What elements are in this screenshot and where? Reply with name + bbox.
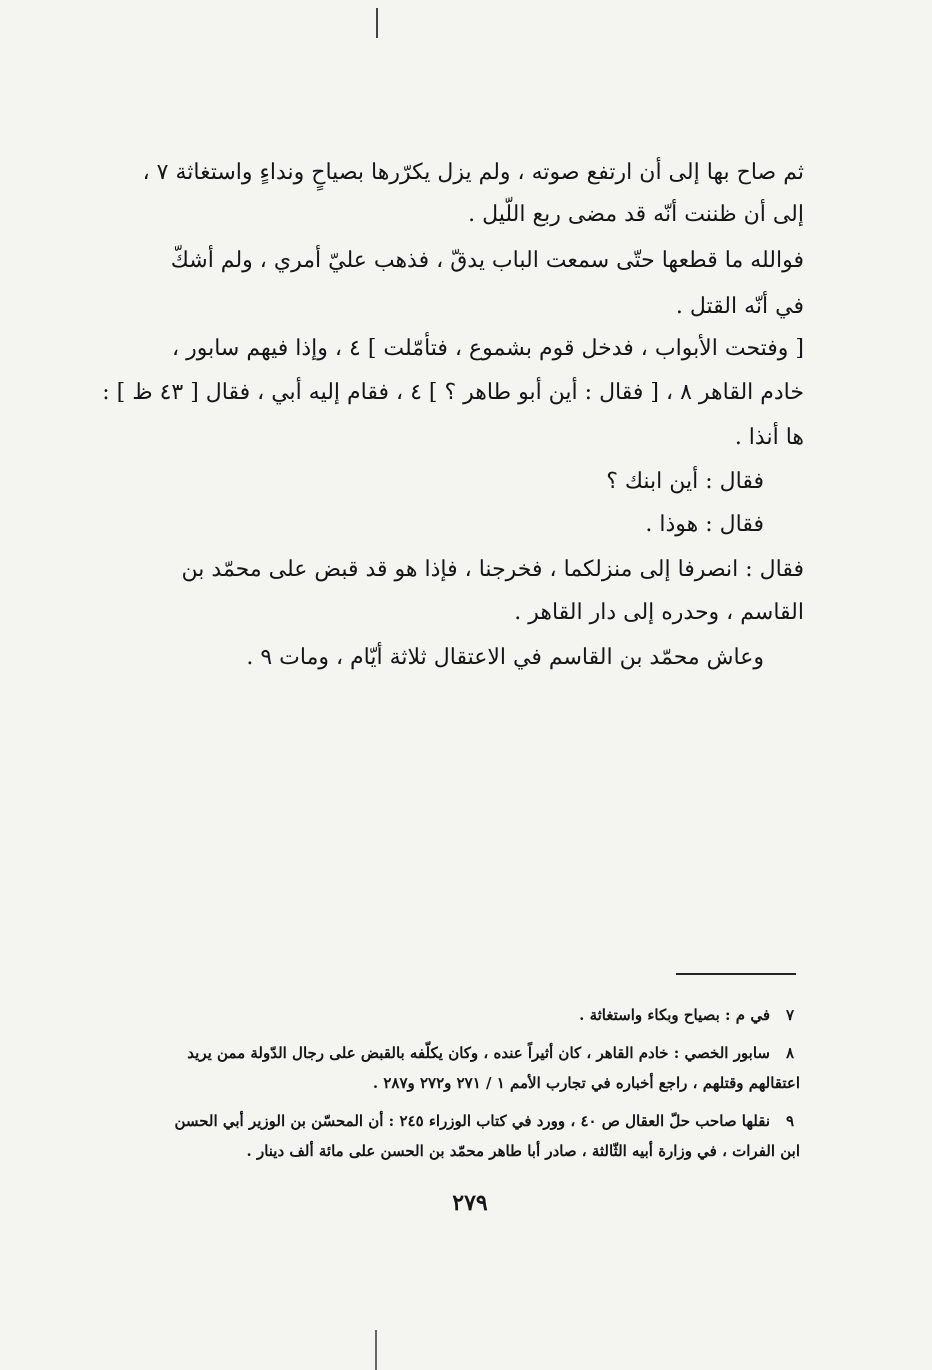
- footnote-line-1: في م : بصياح وبكاء واستغاثة .: [579, 1006, 770, 1024]
- body-line-9: فقال : هوذا .: [645, 512, 764, 537]
- body-line-10: فقال : انصرفا إلى منزلكما ، فخرجنا ، فإذا هو قد قبض على محمّد بن: [181, 557, 804, 582]
- footnote-line-4: نقلها صاحب حلّ العقال ص ٤٠ ، وورد في كتاب الوزراء ٢٤٥ : أن المحسّن بن الوزير أبي الحسن: [174, 1112, 770, 1130]
- body-line-2: إلى أن ظننت أنّه قد مضى ربع اللّيل .: [468, 202, 804, 227]
- body-line-7: ها أنذا .: [734, 425, 804, 450]
- body-line-4: في أنّه القتل .: [675, 294, 804, 319]
- bottom-margin-mark: [375, 1330, 377, 1370]
- body-line-6: خادم القاهر ٨ ، [ فقال : أين أبو طاهر ؟ ] ٤ ، فقام إليه أبي ، فقال [ ٤٣ ظ ] :: [102, 380, 804, 405]
- body-line-1: ثم صاح بها إلى أن ارتفع صوته ، ولم يزل يكرّرها بصياحٍ ونداءٍ واستغاثة ٧ ،: [142, 160, 804, 185]
- page-number: ٢٧٩: [452, 1190, 488, 1216]
- body-line-3: فوالله ما قطعها حتّى سمعت الباب يدقّ ، فذهب عليّ أمري ، ولم أشكّ: [170, 248, 804, 273]
- top-margin-mark: [376, 8, 378, 38]
- footnote-number-8: ٨: [786, 1044, 795, 1062]
- body-line-11: القاسم ، وحدره إلى دار القاهر .: [514, 600, 804, 625]
- body-line-8: فقال : أين ابنك ؟: [606, 469, 764, 494]
- footnote-separator: [676, 973, 796, 975]
- footnote-line-3: اعتقالهم وقتلهم ، راجع أخباره في تجارب الأمم ١ / ٢٧١ و٢٧٢ و٢٨٧ .: [372, 1074, 800, 1092]
- footnote-line-5: ابن الفرات ، في وزارة أبيه الثّالثة ، صادر أبا طاهر محمّد بن الحسن على مائة ألف دينار .: [246, 1142, 800, 1160]
- footnote-line-2: سابور الخصي : خادم القاهر ، كان أثيراً عنده ، وكان يكلّفه بالقبض على رجال الدّولة ممن يريد: [187, 1044, 770, 1062]
- body-line-5: [ وفتحت الأبواب ، فدخل قوم بشموع ، فتأمّلت ] ٤ ، وإذا فيهم سابور ،: [172, 336, 804, 361]
- body-line-12: وعاش محمّد بن القاسم في الاعتقال ثلاثة أيّام ، ومات ٩ .: [246, 645, 764, 670]
- footnote-number-7: ٧: [786, 1006, 795, 1024]
- footnote-number-9: ٩: [786, 1112, 795, 1130]
